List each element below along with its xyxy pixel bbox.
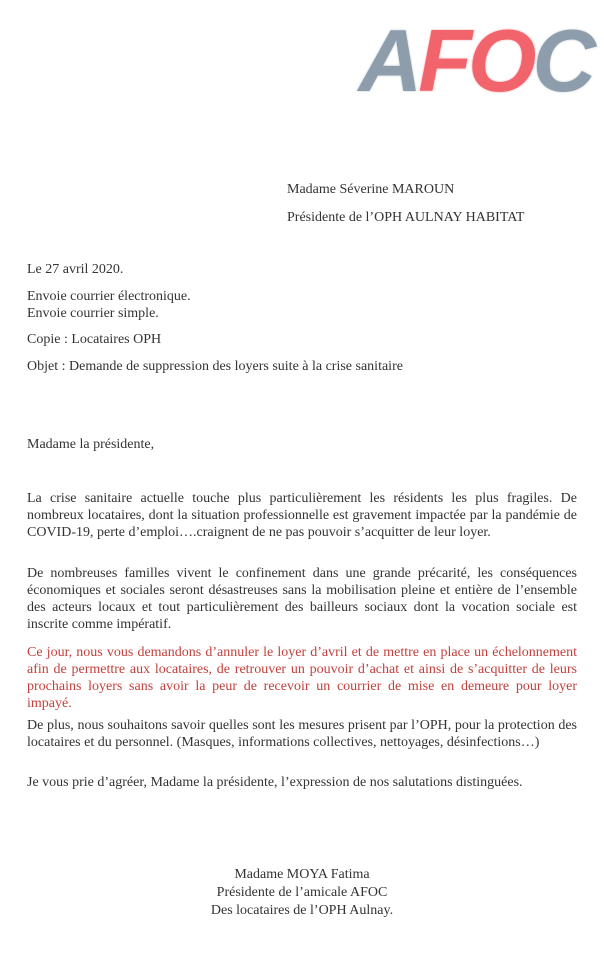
signature-title-2: Des locataires de l’OPH Aulnay.	[210, 903, 394, 918]
recipient-title: Présidente de l’OPH AULNAY HABITAT	[287, 210, 525, 225]
salutation: Madame la présidente,	[27, 437, 155, 452]
signature-block	[0, 866, 604, 920]
copy-line: Copie : Locataires OPH	[27, 332, 162, 347]
signature-name: Madame MOYA Fatima	[234, 867, 370, 882]
paragraph-mesures-oph: De plus, nous souhaitons savoir quelles sont les mesures prisent par l’OPH, pour la protection des locataires et du personnel. (Masques, informations collectives, nettoyages, désinfections…)	[27, 718, 577, 750]
paragraph-familles-confinement: De nombreuses familles vivent le confinement dans une grande précarité, les conséquences économiques et sociales seront désastreuses sans la mobilisation pleine et entière de l’ensemble des acteurs locaux et tout particulièrement des bailleurs sociaux dont la vocation sociale est inscrite comme impératif.	[27, 566, 577, 632]
letter-date: Le 27 avril 2020.	[27, 262, 124, 277]
recipient-name: Madame Séverine MAROUN	[287, 182, 455, 197]
logo-letter-a: A	[358, 11, 419, 110]
logo-letter-c: C	[532, 11, 592, 110]
paragraph-crise-sanitaire: La crise sanitaire actuelle touche plus particulièrement les résidents les plus fragiles. De nombreux locataires, dont la situation professionnelle est gravement impactée par la pandémie de COVID-19, perte d’emploi….craignent de ne pas pouvoir s’acquitter de leur loyer.	[27, 491, 577, 540]
recipient-block	[287, 176, 524, 232]
logo-letter-o: O	[467, 11, 533, 110]
signature-title-1: Présidente de l’amicale AFOC	[216, 885, 388, 900]
afoc-logo	[358, 11, 592, 110]
paragraph-demande-annulation-red: Ce jour, nous vous demandons d’annuler le loyer d’avril et de mettre en place un échelonnement afin de permettre aux locataires, de retrouver un pouvoir d’achat et ainsi de s’acquitter de leurs prochains loyers sans avoir la peur de recevoir un courrier de mise en demeure pour loyer impayé.	[27, 645, 577, 711]
send-method-electronic: Envoie courrier électronique.	[27, 289, 191, 304]
paragraph-salutations: Je vous prie d’agréer, Madame la présidente, l’expression de nos salutations distinguées.	[27, 775, 523, 790]
subject-line: Objet : Demande de suppression des loyers suite à la crise sanitaire	[27, 359, 403, 374]
logo-letter-f: F	[418, 11, 468, 110]
send-method-simple: Envoie courrier simple.	[27, 306, 159, 321]
